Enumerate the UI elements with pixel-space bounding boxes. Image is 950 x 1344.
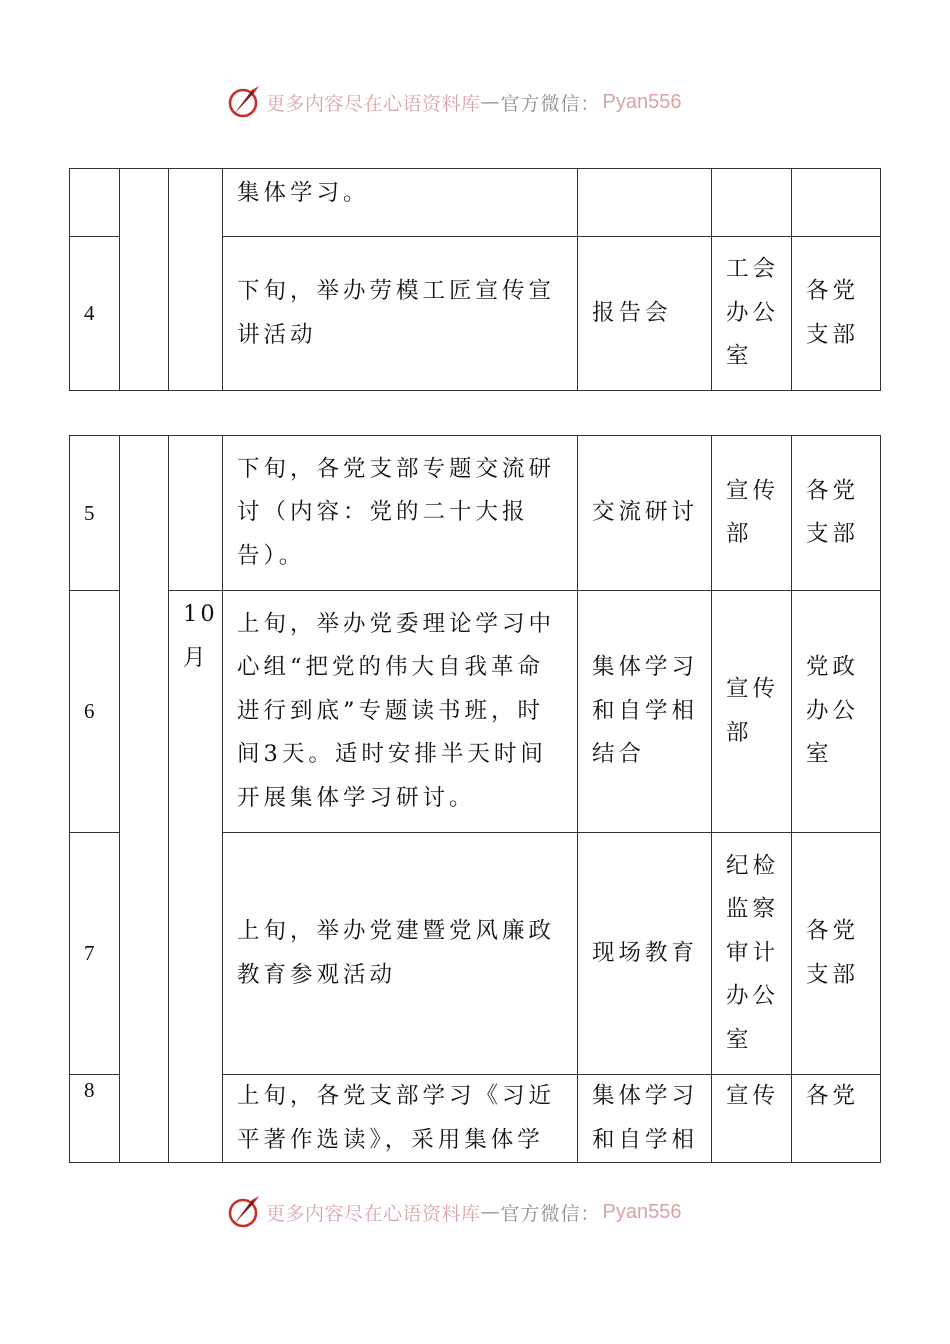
- month-cell: [169, 169, 223, 391]
- participants: 各党支部: [792, 833, 881, 1075]
- blank-cell: [120, 436, 169, 1163]
- row-number: 8: [70, 1075, 120, 1163]
- activity-content: 下旬，举办劳模工匠宣传宣讲活动: [223, 237, 578, 391]
- activity-content: 集体学习。: [223, 169, 578, 237]
- table-row: [70, 591, 881, 833]
- month-label: 10月: [169, 591, 223, 1163]
- activity-content: 上旬，举办党建暨党风廉政教育参观活动: [223, 833, 578, 1075]
- activity-content: 上旬，各党支部学习《习近平著作选读》，采用集体学: [223, 1075, 578, 1163]
- table-row: [70, 436, 881, 591]
- row-number: 7: [70, 833, 120, 1075]
- quill-pen-logo-icon: [226, 84, 262, 120]
- activity-form: [578, 169, 712, 237]
- schedule-table-2: [69, 435, 881, 1163]
- activity-form: 集体学习和自学相: [578, 1075, 712, 1163]
- row-number: [70, 169, 120, 237]
- blank-cell: [169, 436, 223, 591]
- activity-form: 现场教育: [578, 833, 712, 1075]
- schedule-table-1: [69, 168, 881, 391]
- watermark-wechat-id: Pyan556: [602, 90, 682, 113]
- activity-content: 下旬，各党支部专题交流研讨（内容：党的二十大报告）。: [223, 436, 578, 591]
- organizer: 宣传: [712, 1075, 792, 1163]
- organizer: [712, 169, 792, 237]
- participants: 各党支部: [792, 237, 881, 391]
- participants: 党政办公室: [792, 591, 881, 833]
- row-number: 5: [70, 436, 120, 591]
- organizer: 宣传部: [712, 591, 792, 833]
- organizer: 纪检监察审计办公室: [712, 833, 792, 1075]
- organizer: 工会办公室: [712, 237, 792, 391]
- participants: [792, 169, 881, 237]
- watermark-dash: —: [480, 1201, 501, 1223]
- activity-form: 交流研讨: [578, 436, 712, 591]
- row-number: 6: [70, 591, 120, 833]
- watermark-wechat-id: Pyan556: [602, 1200, 682, 1223]
- watermark-text: 更多内容尽在心语资料库: [266, 1202, 481, 1225]
- row-number: 4: [70, 237, 120, 391]
- blank-cell: [120, 169, 169, 391]
- activity-content: 上旬，举办党委理论学习中心组“把党的伟大自我革命进行到底”专题读书班，时间3天。适时安排半天时间开展集体学习研讨。: [223, 591, 578, 833]
- watermark-wechat-label: 官方微信：: [500, 92, 601, 115]
- watermark-banner-top: [226, 82, 746, 122]
- participants: 各党: [792, 1075, 881, 1163]
- watermark-dash: —: [480, 91, 501, 113]
- watermark-wechat-label: 官方微信：: [500, 1202, 601, 1225]
- table-row: [70, 169, 881, 237]
- organizer: 宣传部: [712, 436, 792, 591]
- watermark-text: 更多内容尽在心语资料库: [266, 92, 481, 115]
- activity-form: 集体学习和自学相结合: [578, 591, 712, 833]
- quill-pen-logo-icon: [226, 1194, 262, 1230]
- watermark-banner-bottom: [226, 1192, 746, 1232]
- participants: 各党支部: [792, 436, 881, 591]
- activity-form: 报告会: [578, 237, 712, 391]
